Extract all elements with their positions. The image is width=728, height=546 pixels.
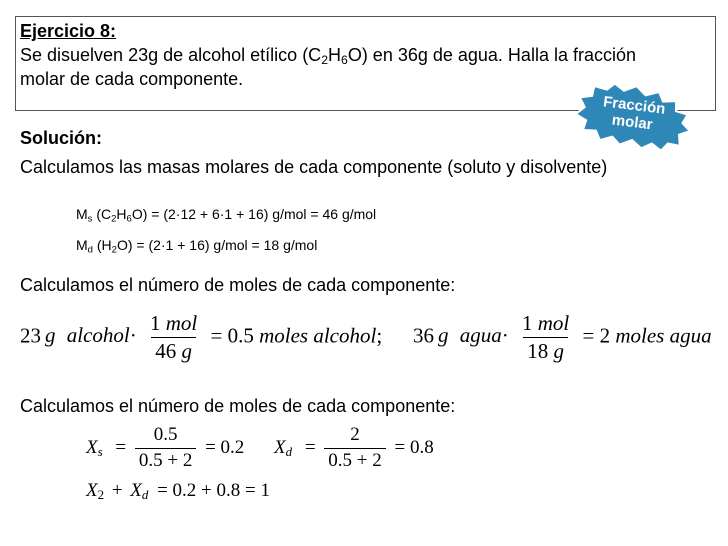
fraction-xd: $\frac{2}{0.5 + 2}$ [324, 425, 385, 472]
mole-fraction-solute: $X_s$ = $\frac{0.5}{0.5 + 2}$ = 0.2 [86, 424, 245, 471]
badge-label: Fracción molar [602, 93, 667, 134]
statement-line-2: molar de cada componente. [20, 69, 244, 89]
moles-water-equation: 36 g agua· $\frac{\text{1 mol}}{18 g}$ = 2 moles agua [413, 311, 712, 364]
molar-mass-solute: $M_s$ $(C_2H_6O) = (2\cdot 12 + 6\cdot 1 + 16) g/mol = 46$ g/mol [76, 206, 377, 225]
moles-alcohol-equation: 23 g alcohol· $\frac{\text{1 mol}}{46 g}$ = 0.5 moles alcohol; [20, 311, 383, 364]
molar-mass-solvent: $M_d$ $(H_2O) = (2\cdot 1 + 16) g/mol = 18$ g/mol [76, 237, 318, 256]
step-3-text: Calculamos el número de moles de cada componente: [20, 396, 456, 416]
statement-line-1: Se disuelven 23g de alcohol etílico $(C_2H_6O)$ en 36g de agua. Halla la fracción [20, 45, 636, 68]
fraction-mol-per-g-water: $\frac{\text{1 mol}}{18 g}$ [522, 311, 570, 364]
step-1-text: Calculamos las masas molares de cada componente (soluto y disolvente) [20, 157, 608, 177]
exercise-title: Ejercicio 8: [20, 21, 117, 41]
fraction-xs: $\frac{0.5}{0.5 + 2}$ [135, 425, 196, 472]
solution-label: Solución: [20, 128, 102, 148]
fraccion-molar-badge [570, 77, 697, 155]
mole-fraction-sum: $X_2 + X_d = 0.2 + 0.8 = 1$ [86, 480, 270, 503]
mole-fraction-solvent: $X_d$ = $\frac{2}{0.5 + 2}$ = 0.8 [274, 424, 434, 471]
step-2-text: Calculamos el número de moles de cada componente: [20, 275, 456, 295]
fraction-mol-per-g: $\frac{\text{1 mol}}{46 g}$ [150, 311, 198, 364]
